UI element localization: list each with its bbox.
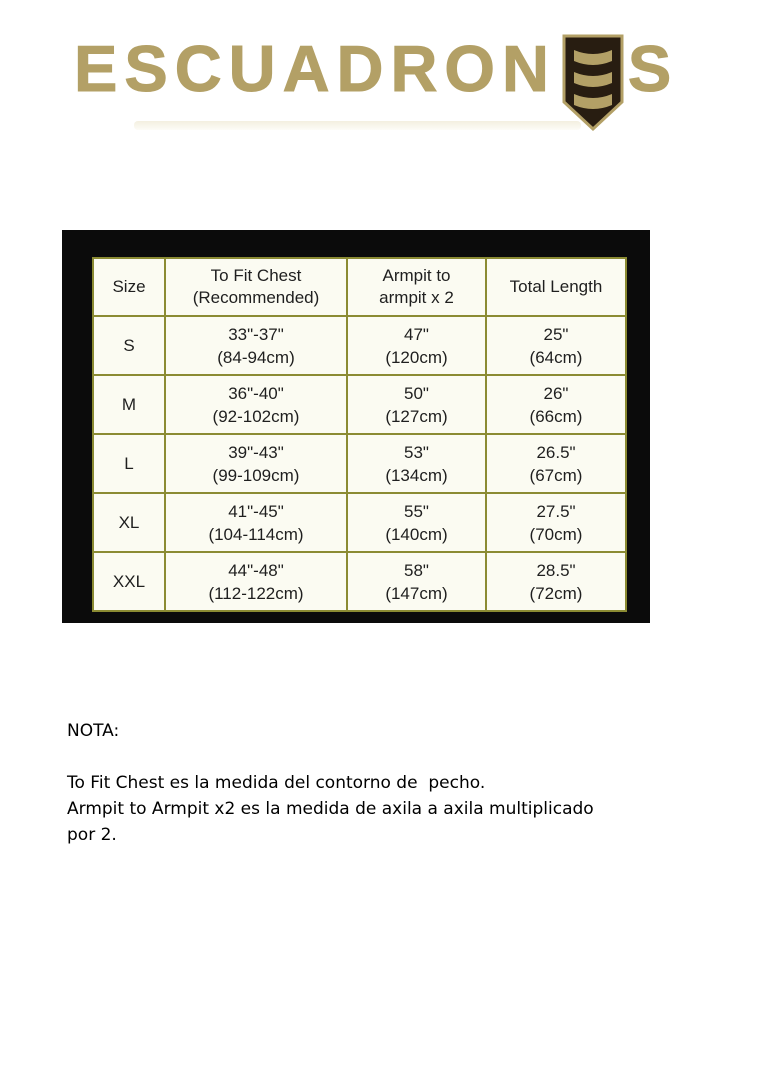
cell-chest: 36"-40" (92-102cm) [165,375,347,434]
header-chest: To Fit Chest (Recommended) [165,258,347,316]
table-row-xxl [93,552,626,611]
header-size-label: Size [112,277,146,296]
logo-underline [134,121,581,130]
logo-text-end: S [627,32,679,105]
header-size [93,258,165,316]
header-armpit: Armpit to armpit x 2 [347,258,486,316]
cell-length: 26" (66cm) [486,375,626,434]
cell-chest: 33"-37" (84-94cm) [165,316,347,375]
note-section [67,718,697,848]
cell-size: XXL [93,552,165,611]
table-header-row [93,258,626,316]
cell-size: XL [93,493,165,552]
table-row-s [93,316,626,375]
cell-length: 25" (64cm) [486,316,626,375]
note-heading: NOTA: [67,721,120,741]
table-row-xl [93,493,626,552]
cell-size: M [93,375,165,434]
size-chart-frame [62,230,650,623]
cell-length: 26.5" (67cm) [486,434,626,493]
cell-length: 27.5" (70cm) [486,493,626,552]
table-row-m [93,375,626,434]
cell-armpit: 55" (140cm) [347,493,486,552]
cell-chest: 39"-43" (99-109cm) [165,434,347,493]
cell-chest: 44"-48" (112-122cm) [165,552,347,611]
cell-chest: 41"-45" (104-114cm) [165,493,347,552]
logo-text-main: ESCUADRON [74,32,556,105]
note-line-1: To Fit Chest es la medida del contorno de pecho. [67,773,486,793]
cell-size: S [93,316,165,375]
note-line-3: por 2. [67,825,117,845]
cell-armpit: 53" (134cm) [347,434,486,493]
cell-armpit: 58" (147cm) [347,552,486,611]
cell-size: L [93,434,165,493]
cell-armpit: 50" (127cm) [347,375,486,434]
size-chart-table [92,257,627,612]
cell-armpit: 47" (120cm) [347,316,486,375]
cell-length: 28.5" (72cm) [486,552,626,611]
note-line-2: Armpit to Armpit x2 es la medida de axila a axila multiplicado [67,799,594,819]
header-length: Total Length [486,258,626,316]
table-row-l [93,434,626,493]
